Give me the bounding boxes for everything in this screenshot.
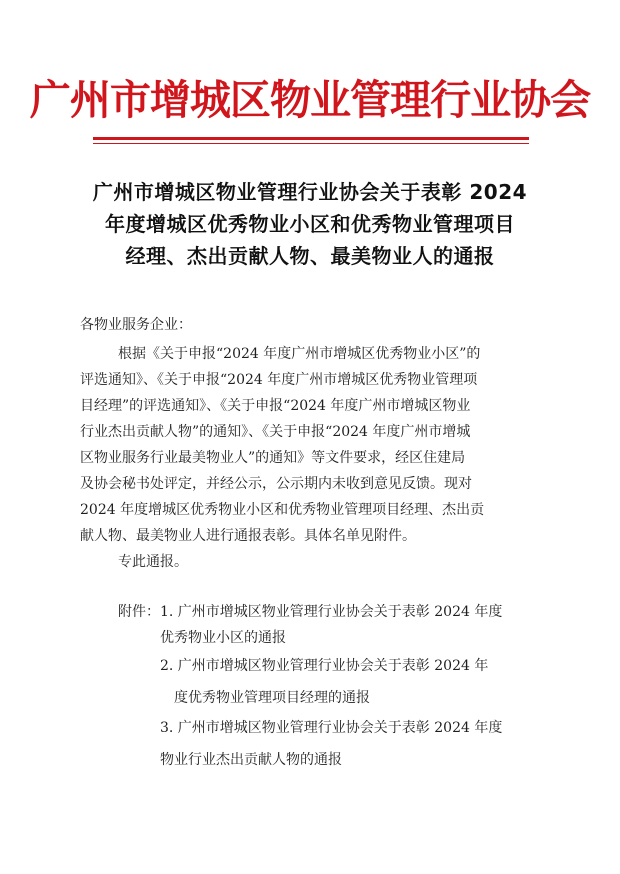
body-line: 评选通知》、《关于申报“2024 年度广州市增城区优秀物业管理项	[80, 372, 478, 388]
title-line: 广州市增城区物业管理行业协会关于表彰 2024	[92, 180, 528, 204]
organization-header: 广州市增城区物业管理行业协会	[29, 76, 591, 124]
attachment-item-continued: 物业行业杰出贡献人物的通报	[160, 752, 342, 768]
body-line: 区物业服务行业最美物业人”的通知》等文件要求，经区住建局	[80, 450, 466, 466]
title-line: 经理、杰出贡献人物、最美物业人的通报	[125, 244, 495, 268]
attachment-item: 1. 广州市增城区物业管理行业协会关于表彰 2024 年度	[160, 604, 503, 620]
header-rule-thick	[93, 137, 529, 140]
salutation: 各物业服务企业：	[80, 317, 192, 333]
attachment-item-continued: 度优秀物业管理项目经理的通报	[174, 690, 370, 706]
body-line: 目经理”的评选通知》、《关于申报“2024 年度广州市增城区物业	[80, 398, 471, 414]
attachment-item-continued: 优秀物业小区的通报	[160, 630, 286, 646]
header-rule-thin	[93, 143, 529, 144]
attachment-item: 3. 广州市增城区物业管理行业协会关于表彰 2024 年度	[160, 720, 503, 736]
notice-title	[60, 176, 560, 272]
attachments-label: 附件：	[118, 604, 160, 620]
body-line: 及协会秘书处评定，并经公示，公示期内未收到意见反馈。现对	[80, 476, 472, 492]
title-line: 年度增城区优秀物业小区和优秀物业管理项目	[105, 212, 515, 236]
closing: 专此通报。	[118, 554, 188, 570]
body-line: 献人物、最美物业人进行通报表彰。具体名单见附件。	[80, 528, 416, 544]
body-line: 2024 年度增城区优秀物业小区和优秀物业管理项目经理、杰出贡	[80, 502, 485, 518]
body-line: 根据《关于申报“2024 年度广州市增城区优秀物业小区”的	[118, 346, 481, 362]
body-line: 行业杰出贡献人物”的通知》、《关于申报“2024 年度广州市增城	[80, 424, 471, 440]
attachment-item: 2. 广州市增城区物业管理行业协会关于表彰 2024 年	[160, 658, 489, 674]
